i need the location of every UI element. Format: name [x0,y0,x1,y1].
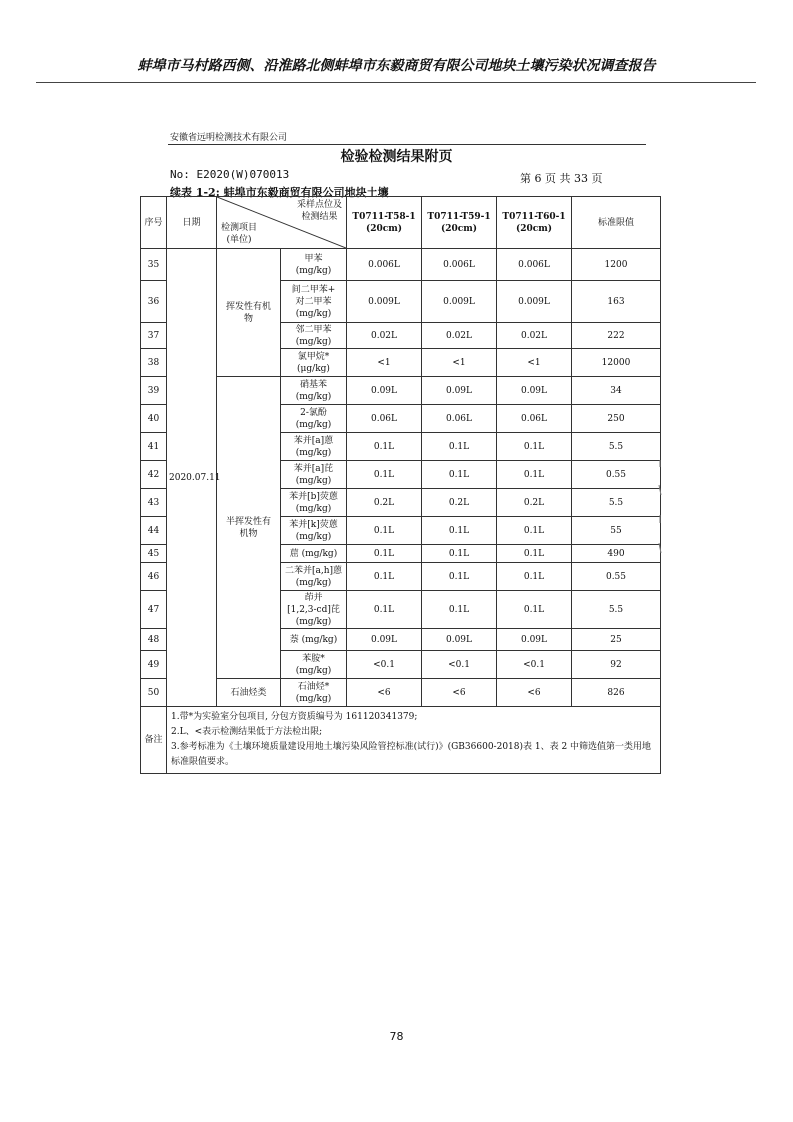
standard-limit: 0.55 [572,461,661,489]
header-seq: 序号 [141,197,167,249]
notes-cell [167,707,661,774]
result-sample-2: 0.1L [422,433,497,461]
row-number: 48 [141,629,167,651]
group-petroleum: 石油烃类 [217,679,281,707]
row-number: 40 [141,405,167,433]
result-sample-1: 0.1L [347,563,422,591]
test-item: 2-氯酚 (mg/kg) [281,405,347,433]
standard-limit: 92 [572,651,661,679]
test-item: 苯并[b]荧蒽 (mg/kg) [281,489,347,517]
result-sample-1: <6 [347,679,422,707]
header-sample-1: T0711-T58-1 (20cm) [347,197,422,249]
result-sample-1: <0.1 [347,651,422,679]
header-diagonal-cell [217,197,347,249]
standard-limit: 1200 [572,249,661,281]
row-number: 47 [141,591,167,629]
result-sample-2: 0.1L [422,517,497,545]
test-item: 石油烃* (mg/kg) [281,679,347,707]
result-sample-2: 0.009L [422,281,497,323]
result-sample-1: <1 [347,349,422,377]
test-item: 甲苯 (mg/kg) [281,249,347,281]
row-number: 49 [141,651,167,679]
table-header-row [141,197,661,249]
row-number: 50 [141,679,167,707]
notes-row [141,707,661,774]
result-sample-1: 0.09L [347,377,422,405]
test-item: 氯甲烷* (μg/kg) [281,349,347,377]
results-table [140,196,661,774]
page-info: 第 6 页 共 33 页 [520,172,603,185]
standard-limit: 5.5 [572,433,661,461]
company-name: 安徽省远明检测技术有限公司 [170,133,288,143]
result-sample-2: <1 [422,349,497,377]
header-divider [36,82,756,83]
result-sample-3: <0.1 [497,651,572,679]
row-number: 36 [141,281,167,323]
standard-limit: 490 [572,545,661,563]
result-sample-3: 0.1L [497,433,572,461]
result-sample-2: 0.09L [422,377,497,405]
group-svoc: 半挥发性有 机物 [217,377,281,679]
header-limit: 标准限值 [572,197,661,249]
result-sample-2: 0.02L [422,323,497,349]
header-sample-3: T0711-T60-1 (20cm) [497,197,572,249]
result-sample-3: 0.006L [497,249,572,281]
result-sample-3: 0.1L [497,591,572,629]
row-number: 46 [141,563,167,591]
result-sample-3: 0.02L [497,323,572,349]
row-number: 37 [141,323,167,349]
result-sample-2: <6 [422,679,497,707]
result-sample-1: 0.1L [347,591,422,629]
company-divider [168,144,646,145]
result-sample-3: 0.2L [497,489,572,517]
result-sample-2: 0.2L [422,489,497,517]
result-sample-1: 0.1L [347,433,422,461]
result-sample-1: 0.1L [347,461,422,489]
note-1: 1.带*为实验室分包项目, 分包方资质编号为 161120341379; [171,712,418,722]
result-sample-2: 0.06L [422,405,497,433]
note-2: 2.L、<表示检测结果低于方法检出限; [171,727,323,737]
page-number: 78 [389,1030,404,1043]
row-number: 41 [141,433,167,461]
result-sample-3: <1 [497,349,572,377]
row-number: 43 [141,489,167,517]
result-sample-3: 0.1L [497,517,572,545]
result-sample-1: 0.06L [347,405,422,433]
header-sampling-label: 采样点位及 检测结果 [296,200,342,222]
result-sample-3: 0.06L [497,405,572,433]
result-sample-2: 0.006L [422,249,497,281]
result-sample-1: 0.02L [347,323,422,349]
note-3: 3.参考标准为《土壤环境质量建设用地土壤污染风险管控标准(试行)》(GB36600-2018)表 1、表 2 中筛选值第一类用地标准限值要求。 [171,742,652,767]
sampling-date: 2020.07.11 [167,249,217,707]
row-number: 39 [141,377,167,405]
header-sample-2: T0711-T59-1 (20cm) [422,197,497,249]
table-row [141,249,661,281]
result-sample-1: 0.2L [347,489,422,517]
report-title: 检验检测结果附页 [340,149,453,165]
test-item: 萘 (mg/kg) [281,629,347,651]
standard-limit: 5.5 [572,489,661,517]
result-sample-2: 0.1L [422,461,497,489]
result-sample-2: <0.1 [422,651,497,679]
result-sample-2: 0.1L [422,591,497,629]
row-number: 45 [141,545,167,563]
standard-limit: 0.55 [572,563,661,591]
header-date: 日期 [167,197,217,249]
result-sample-3: 0.1L [497,563,572,591]
test-item: 硝基苯 (mg/kg) [281,377,347,405]
standard-limit: 250 [572,405,661,433]
result-sample-1: 0.009L [347,281,422,323]
group-voc: 挥发性有机 物 [217,249,281,377]
test-item: 茚并 [1,2,3-cd]芘 (mg/kg) [281,591,347,629]
report-number: No: E2020(W)070013 [170,168,290,181]
table-row [141,377,661,405]
row-number: 38 [141,349,167,377]
standard-limit: 222 [572,323,661,349]
test-item: 苯并[a]蒽 (mg/kg) [281,433,347,461]
test-item: 苯胺* (mg/kg) [281,651,347,679]
result-sample-3: 0.09L [497,377,572,405]
scan-edge-marks [655,455,665,575]
standard-limit: 5.5 [572,591,661,629]
document-header-title: 蚌埠市马村路西侧、沿淮路北侧蚌埠市东毅商贸有限公司地块土壤污染状况调查报告 [137,58,656,74]
header-item-label: 检测项目 (单位) [221,223,258,245]
notes-label: 备注 [141,707,167,774]
result-sample-3: 0.09L [497,629,572,651]
result-sample-2: 0.1L [422,563,497,591]
standard-limit: 12000 [572,349,661,377]
result-sample-1: 0.1L [347,545,422,563]
standard-limit: 55 [572,517,661,545]
test-item: 间二甲苯+ 对二甲苯 (mg/kg) [281,281,347,323]
test-item: 二苯并[a,h]蒽 (mg/kg) [281,563,347,591]
result-sample-2: 0.1L [422,545,497,563]
result-sample-3: <6 [497,679,572,707]
result-sample-1: 0.09L [347,629,422,651]
test-item: 邻二甲苯 (mg/kg) [281,323,347,349]
result-sample-3: 0.1L [497,461,572,489]
test-item: 苯并[k]荧蒽 (mg/kg) [281,517,347,545]
standard-limit: 25 [572,629,661,651]
standard-limit: 34 [572,377,661,405]
result-sample-1: 0.1L [347,517,422,545]
row-number: 35 [141,249,167,281]
result-sample-3: 0.1L [497,545,572,563]
table-subtitle: 续表 1-2: 蚌埠市东毅商贸有限公司地块土壤 [170,186,389,199]
test-item: 䓛 (mg/kg) [281,545,347,563]
row-number: 42 [141,461,167,489]
standard-limit: 826 [572,679,661,707]
table-row [141,679,661,707]
standard-limit: 163 [572,281,661,323]
result-sample-3: 0.009L [497,281,572,323]
row-number: 44 [141,517,167,545]
result-sample-1: 0.006L [347,249,422,281]
result-sample-2: 0.09L [422,629,497,651]
test-item: 苯并[a]芘 (mg/kg) [281,461,347,489]
